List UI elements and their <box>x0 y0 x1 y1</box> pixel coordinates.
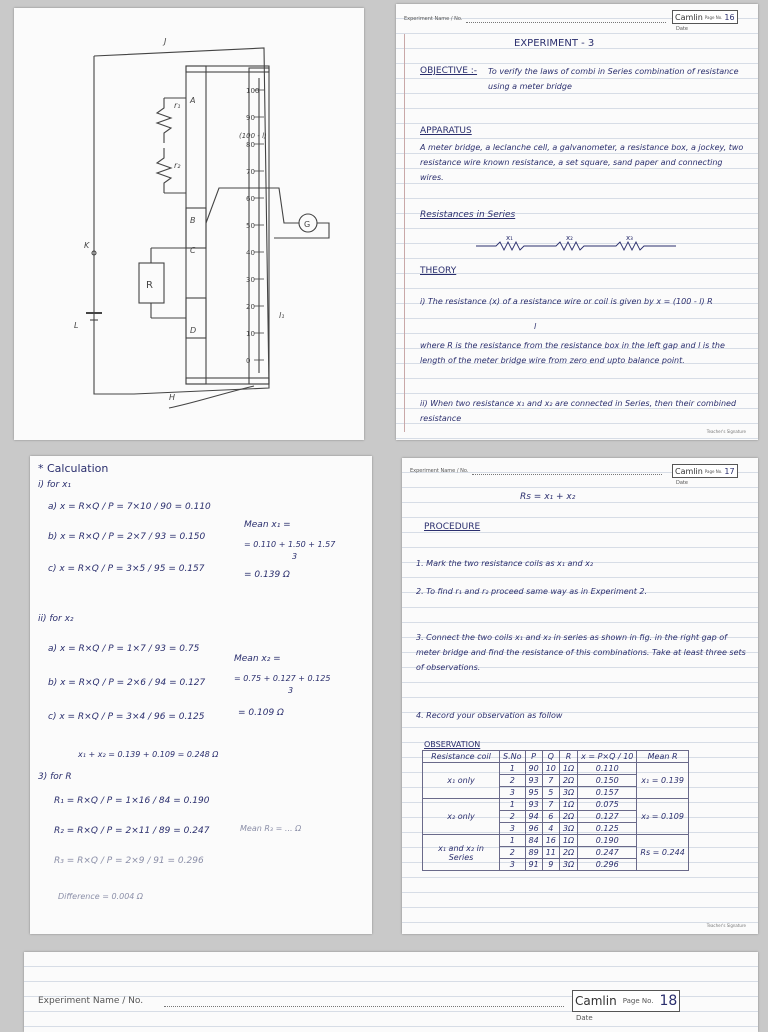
col-r: R <box>559 751 577 763</box>
brand-name: Camlin <box>675 466 703 476</box>
procedure-step-3: 3. Connect the two coils x₁ and x₂ in series as shown in fig. in the right gap of meter bridge and find the resistance of this combinations. Take at least three sets of observations. <box>416 633 746 672</box>
calc-x1-row-b: b) x = R×Q / P = 2×7 / 93 = 0.150 <box>48 532 206 542</box>
camlin-logo <box>672 464 738 478</box>
apparatus-heading: APPARATUS <box>420 126 472 136</box>
table-cell: 1 <box>500 835 526 847</box>
table-cell: 10 <box>542 763 559 775</box>
table-cell: 1 <box>500 799 526 811</box>
mean-x1-result: = 0.139 Ω <box>244 570 290 580</box>
camlin-logo <box>572 990 680 1012</box>
mean-cell: x₂ = 0.109 <box>637 799 688 835</box>
table-cell: 2 <box>500 811 526 823</box>
label-r2: r₂ <box>174 161 181 170</box>
page-no-label: Page No. <box>622 997 654 1005</box>
table-cell: 9 <box>542 859 559 871</box>
mean-x2-den: 3 <box>288 686 294 695</box>
theory-point-3: ii) When two resistance x₁ and x₂ are connected in Series, then their combined resistance <box>420 399 737 423</box>
calc-sub-x1: i) for x₁ <box>38 480 72 490</box>
scale-tick-label: 100 <box>246 87 260 95</box>
table-cell: 1Ω <box>559 799 577 811</box>
calc-r2: R₂ = R×Q / P = 2×11 / 89 = 0.247 <box>54 826 210 836</box>
experiment-name-label: Experiment Name / No. <box>404 16 463 22</box>
series-label-x3: x₃ <box>626 234 633 242</box>
mean-cell: x₁ = 0.139 <box>637 763 688 799</box>
mean-cell: Rs = 0.244 <box>637 835 688 871</box>
table-cell: 0.125 <box>578 823 637 835</box>
col-q: Q <box>542 751 559 763</box>
table-cell: 4 <box>542 823 559 835</box>
teacher-signature-label: Teacher's Signature <box>706 923 746 928</box>
sum-x1-x2: x₁ + x₂ = 0.139 + 0.109 = 0.248 Ω <box>78 750 219 759</box>
calc-x2-row-a: a) x = R×Q / P = 1×7 / 93 = 0.75 <box>48 644 200 654</box>
page-number: 16 <box>724 12 735 22</box>
brand-name: Camlin <box>575 994 617 1008</box>
table-cell: 91 <box>525 859 542 871</box>
table-row <box>423 835 689 847</box>
table-cell: 96 <box>525 823 542 835</box>
series-heading: Resistances in Series <box>420 210 516 220</box>
table-cell: 1 <box>500 763 526 775</box>
notebook-page-diagram <box>14 8 364 440</box>
calc-x2-row-c: c) x = R×Q / P = 3×4 / 96 = 0.125 <box>48 712 205 722</box>
table-cell: 2Ω <box>559 775 577 787</box>
page-number: 17 <box>724 466 735 476</box>
observation-table <box>422 750 689 871</box>
scale-tick-label: 80 <box>246 141 255 149</box>
table-cell: 0.296 <box>578 859 637 871</box>
observation-heading: OBSERVATION <box>424 740 481 749</box>
label-a: A <box>190 96 196 105</box>
experiment-name-label: Experiment Name / No. <box>410 468 469 474</box>
table-cell: 0.247 <box>578 847 637 859</box>
brand-name: Camlin <box>675 12 703 22</box>
notebook-page-18 <box>24 952 758 1032</box>
calc-r3: R₃ = R×Q / P = 2×9 / 91 = 0.296 <box>54 856 204 866</box>
series-label-x1: x₁ <box>506 234 513 242</box>
coil-cell: x₂ only <box>423 799 500 835</box>
table-row <box>423 763 689 775</box>
table-row <box>423 799 689 811</box>
col-resistance-coil: Resistance coil <box>423 751 500 763</box>
col-p: P <box>525 751 542 763</box>
notebook-page-16 <box>396 4 758 440</box>
calc-x2-row-b: b) x = R×Q / P = 2×6 / 94 = 0.127 <box>48 678 206 688</box>
mean-x1-label: Mean x₁ = <box>244 520 291 530</box>
series-resistor-symbol <box>476 232 706 254</box>
table-cell: 84 <box>525 835 542 847</box>
mean-r-label: Mean R₃ = ... Ω <box>240 824 302 833</box>
col-sno: S.No <box>500 751 526 763</box>
coil-cell: x₁ only <box>423 763 500 799</box>
table-cell: 0.190 <box>578 835 637 847</box>
mean-x2-result: = 0.109 Ω <box>238 708 284 718</box>
table-cell: 94 <box>525 811 542 823</box>
table-cell: 3Ω <box>559 787 577 799</box>
table-cell: 0.157 <box>578 787 637 799</box>
date-label: Date <box>676 480 688 486</box>
scale-tick-label: 20 <box>246 303 255 311</box>
label-galvanometer: G <box>304 220 311 229</box>
camlin-logo <box>672 10 738 24</box>
table-cell: 0.110 <box>578 763 637 775</box>
theory-point-1: i) The resistance (x) of a resistance wire or coil is given by x = (100 - l) R <box>420 297 713 306</box>
theory-heading: THEORY <box>420 266 457 276</box>
table-cell: 1Ω <box>559 763 577 775</box>
calc-x1-row-a: a) x = R×Q / P = 7×10 / 90 = 0.110 <box>48 502 211 512</box>
table-cell: 89 <box>525 847 542 859</box>
table-cell: 3 <box>500 859 526 871</box>
procedure-step-4: 4. Record your observation as follow <box>416 711 563 720</box>
table-cell: 2Ω <box>559 811 577 823</box>
theory-fraction-denominator: l <box>534 322 537 331</box>
scale-tick-label: 90 <box>246 114 255 122</box>
label-100-minus-l: (100 - l) <box>239 132 267 140</box>
objective-heading: OBJECTIVE :- <box>420 66 478 76</box>
table-cell: 3Ω <box>559 823 577 835</box>
scale-tick-label: 60 <box>246 195 255 203</box>
meter-bridge-circuit-diagram <box>14 8 364 440</box>
table-cell: 93 <box>525 799 542 811</box>
coil-cell: x₁ and x₂ in Series <box>423 835 500 871</box>
scale-tick-label: 40 <box>246 249 255 257</box>
label-j: J <box>164 37 167 46</box>
table-cell: 6 <box>542 811 559 823</box>
label-r1: r₁ <box>174 101 181 110</box>
notebook-page-calculation <box>30 456 372 934</box>
label-jockey: H <box>169 393 176 402</box>
calc-sub-r: 3) for R <box>38 772 72 782</box>
label-d: D <box>190 326 197 335</box>
theory-point-2: where R is the resistance from the resistance box in the left gap and l is the length of the meter bridge wire from zero end upto balance point. <box>420 341 725 365</box>
label-length-l: l₁ <box>279 311 285 320</box>
label-resistance-box: R <box>146 280 153 291</box>
table-cell: 0.075 <box>578 799 637 811</box>
table-cell: 16 <box>542 835 559 847</box>
label-key: K <box>84 241 90 250</box>
table-cell: 11 <box>542 847 559 859</box>
scale-tick-label: 70 <box>246 168 255 176</box>
series-label-x2: x₂ <box>566 234 573 242</box>
procedure-step-1: 1. Mark the two resistance coils as x₁ and x₂ <box>416 559 594 568</box>
calc-sub-x2: ii) for x₂ <box>38 614 74 624</box>
table-cell: 3Ω <box>559 859 577 871</box>
calculation-heading: * Calculation <box>38 462 109 475</box>
col-x: x = P×Q / 10 <box>578 751 637 763</box>
procedure-step-2: 2. To find r₁ and r₂ proceed same way as in Experiment 2. <box>416 587 648 596</box>
table-cell: 7 <box>542 799 559 811</box>
mean-x1-expr: = 0.110 + 1.50 + 1.57 <box>244 540 336 549</box>
table-cell: 5 <box>542 787 559 799</box>
table-cell: 2 <box>500 775 526 787</box>
table-cell: 2 <box>500 847 526 859</box>
scale-tick-label: 10 <box>246 330 255 338</box>
date-label: Date <box>576 1014 593 1022</box>
table-cell: 3 <box>500 823 526 835</box>
date-label: Date <box>676 26 688 32</box>
notebook-page-17 <box>402 458 758 934</box>
table-cell: 2Ω <box>559 847 577 859</box>
page-no-label: Page No. <box>704 468 723 474</box>
col-mean: Mean R <box>637 751 688 763</box>
mean-x1-den: 3 <box>292 552 298 561</box>
mean-x2-label: Mean x₂ = <box>234 654 281 664</box>
table-cell: 1Ω <box>559 835 577 847</box>
objective-text: To verify the laws of combi in Series combination of resistance using a meter bridge <box>488 67 739 91</box>
label-l: L <box>74 321 79 330</box>
table-cell: 93 <box>525 775 542 787</box>
label-c: C <box>190 246 196 255</box>
table-cell: 95 <box>525 787 542 799</box>
scale-tick-label: 30 <box>246 276 255 284</box>
difference-line: Difference = 0.004 Ω <box>58 892 144 901</box>
apparatus-text: A meter bridge, a leclanche cell, a galvanometer, a resistance box, a jockey, two resistance wire known resistance, a set square, sand paper and connecting wires. <box>420 143 744 182</box>
table-cell: 0.150 <box>578 775 637 787</box>
teacher-signature-label: Teacher's Signature <box>706 429 746 434</box>
experiment-title: EXPERIMENT - 3 <box>514 38 595 49</box>
procedure-heading: PROCEDURE <box>424 522 481 532</box>
table-cell: 3 <box>500 787 526 799</box>
table-cell: 0.127 <box>578 811 637 823</box>
scale-tick-label: 50 <box>246 222 255 230</box>
scale-tick-label: 0 <box>246 357 251 365</box>
calc-r1: R₁ = R×Q / P = 1×16 / 84 = 0.190 <box>54 796 210 806</box>
calc-x1-row-c: c) x = R×Q / P = 3×5 / 95 = 0.157 <box>48 564 205 574</box>
page-no-label: Page No. <box>704 14 723 20</box>
label-b: B <box>190 216 196 225</box>
page-number: 18 <box>659 993 678 1009</box>
table-cell: 90 <box>525 763 542 775</box>
series-formula: Rs = x₁ + x₂ <box>520 492 576 502</box>
table-cell: 7 <box>542 775 559 787</box>
experiment-name-label: Experiment Name / No. <box>38 996 144 1006</box>
mean-x2-expr: = 0.75 + 0.127 + 0.125 <box>234 674 331 683</box>
